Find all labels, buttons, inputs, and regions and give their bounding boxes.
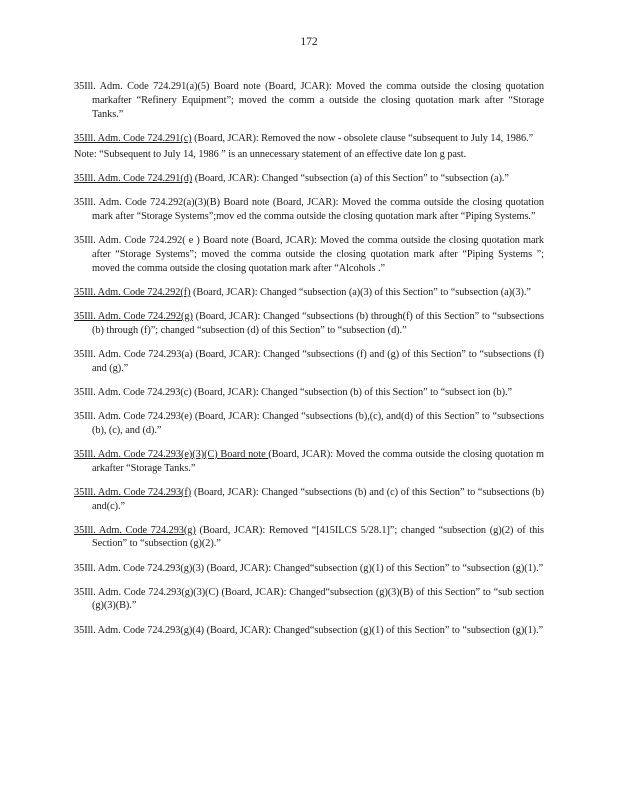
amendment-entry: 35Ill. Adm. Code 724.292(f) (Board, JCAR): Changed “subsection (a)(3) of this Section” to “subsection (a)(3).” [74,287,531,299]
amendment-entry: 35Ill. Adm. Code 724.291(a)(5) Board note (Board, JCAR): Moved the comma outside the closing quotation markafter “Refinery Equipment”; moved the comm a outside the closing quotation mark after “Storage Tanks.” [74,81,544,120]
amendment-entry: 35Ill. Adm. Code 724.293(g)(3)(C) (Board, JCAR): Changed“subsection (g)(3)(B) of this Section” to “sub section (g)(3)(B).” [74,586,544,612]
amendment-entry: 35Ill. Adm. Code 724.292(g) (Board, JCAR): Changed “subsections (b) through(f) of this Section” to “subsections (b) through (f)”; changed “subsection (d) of this Section” to “subsection (d).” [74,311,545,336]
amendment-entry: 35Ill. Adm. Code 724.293(f) (Board, JCAR): Changed “subsections (b) and (c) of this Section” to “subsections (b) and(c).” [74,486,544,512]
amendment-note: Note: “Subsequent to July 14, 1986 ” is an unnecessary statement of an effective date lon g past. [74,149,467,161]
amendment-list [74,70,544,643]
page-number: 172 [300,36,318,48]
amendment-entry: 35Ill. Adm. Code 724.293(a) (Board, JCAR): Changed “subsections (f) and (g) of this Section” to “subsections (f) and (g).” [74,349,544,374]
amendment-entry: 35Ill. Adm. Code 724.293(g)(4) (Board, JCAR): Changed“subsection (g)(1) of this Section” to “subsection (g)(1).” [74,624,544,636]
amendment-entry: 35Ill. Adm. Code 724.291(d) (Board, JCAR): Changed “subsection (a) of this Section” to “subsection (a).” [74,173,509,185]
amendment-entry: 35Ill. Adm. Code 724.293(e)(3)(C) Board note (Board, JCAR): Moved the comma outside the closing quotation m arkafter “Storage Tanks.” [74,448,544,474]
amendment-entry: 35Ill. Adm. Code 724.291(c) (Board, JCAR): Removed the now - obsolete clause “subsequent to July 14, 1986.” [74,132,534,144]
amendment-entry: 35Ill. Adm. Code 724.293(c) (Board, JCAR): Changed “subsection (b) of this Section” to “subsect ion (b).” [74,386,513,398]
amendment-entry: 35Ill. Adm. Code 724.293(e) (Board, JCAR): Changed “subsections (b),(c), and(d) of this Section” to “subsections (b), (c), and (d).” [74,411,544,436]
amendment-entry: 35Ill. Adm. Code 724.293(g) (Board, JCAR): Removed “[415ILCS 5/28.1]”; changed “subsection (g)(2) of this Section” to “subsection (g)(2).” [74,524,545,550]
amendment-entry: 35Ill. Adm. Code 724.293(g)(3) (Board, JCAR): Changed“subsection (g)(1) of this Section” to “subsection (g)(1).” [74,562,544,574]
amendment-entry: 35Ill. Adm. Code 724.292(a)(3)(B) Board note (Board, JCAR): Moved the comma outside the closing quotation mark after “Storage Systems”;mov ed the comma outside the closing quotation mark after “Piping Systems.” [74,197,544,223]
amendment-entry: 35Ill. Adm. Code 724.292( e ) Board note (Board, JCAR): Moved the comma outside the closing quotation mark after “Storage Systems”; moved the comma outside the closing quotation mark after “Piping Systems ”; moved the comma outside the closing quotation mark after “Alcohols .” [74,235,544,274]
